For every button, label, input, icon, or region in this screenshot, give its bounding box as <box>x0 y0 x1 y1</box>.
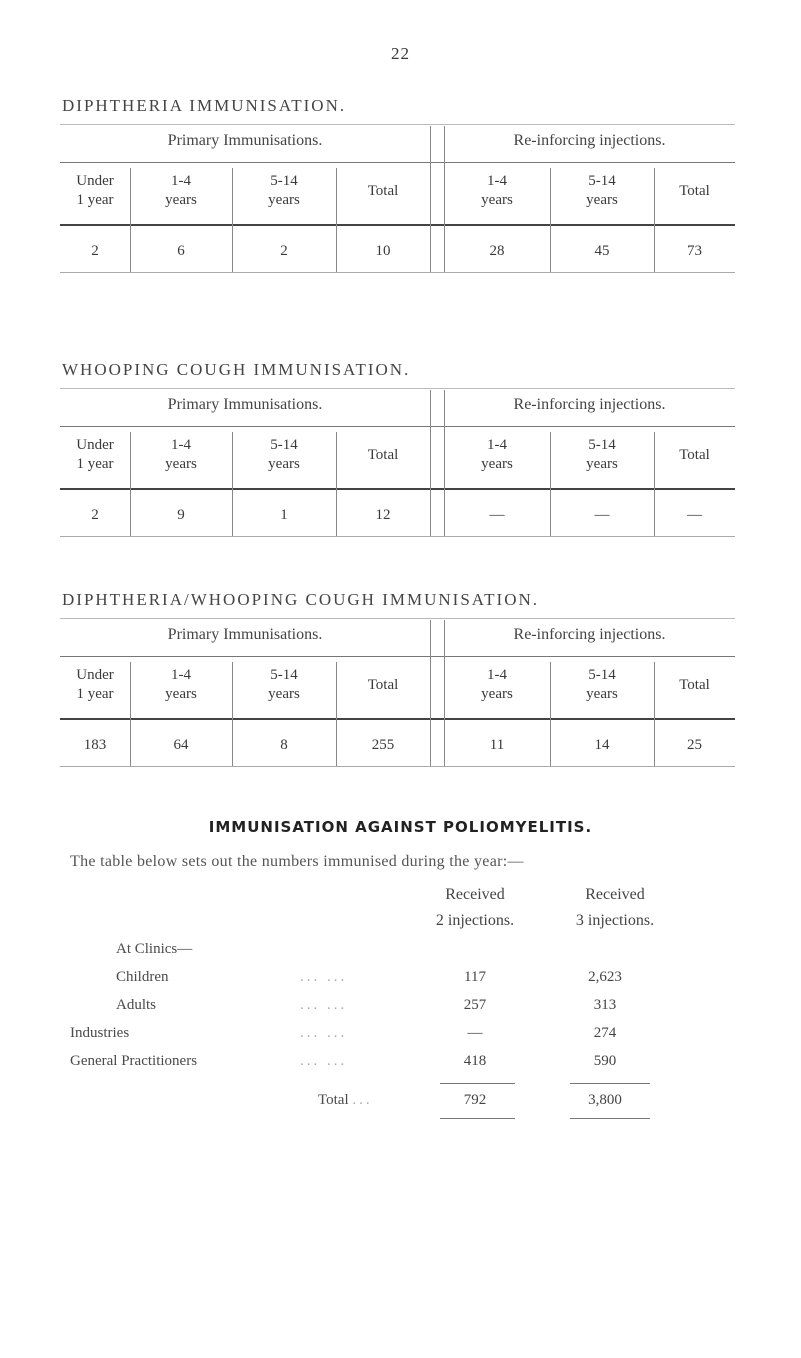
group-rule <box>60 426 735 427</box>
primary-col-header: Under 1 year <box>76 437 114 472</box>
polio-3inj-value: 2,623 <box>588 969 622 985</box>
primary-value: 8 <box>280 737 288 753</box>
primary-value: 2 <box>91 507 99 523</box>
primary-value: 10 <box>375 243 391 259</box>
primary-header: Primary Immunisations. <box>167 132 323 149</box>
primary-col-header: 5-14 years <box>268 437 300 472</box>
polio-row-label: Industries <box>70 1025 130 1041</box>
polio-total-label: Total ... <box>318 1092 373 1108</box>
reinforcing-value: 73 <box>687 243 702 259</box>
column-divider <box>444 390 445 536</box>
polio-3inj-value: 313 <box>593 997 617 1013</box>
primary-header: Primary Immunisations. <box>167 626 323 643</box>
leader-dots: ... ... <box>300 1025 348 1041</box>
page-number: 22 <box>391 44 410 63</box>
column-divider <box>550 432 551 536</box>
column-divider <box>444 126 445 272</box>
column-divider <box>444 620 445 766</box>
polio-3inj-value: 590 <box>593 1053 617 1069</box>
polio-total-2inj: 792 <box>463 1092 487 1108</box>
primary-col-header: Under 1 year <box>76 173 114 208</box>
primary-value: 9 <box>177 507 185 523</box>
primary-col-header: Under 1 year <box>76 667 114 702</box>
column-divider <box>232 168 233 272</box>
polio-2inj-value: 117 <box>464 969 486 985</box>
polio-heading: IMMUNISATION AGAINST POLIOMYELITIS. <box>208 818 593 836</box>
polio-row-label: Children <box>116 969 169 985</box>
polio-2inj-value: — <box>467 1025 483 1041</box>
primary-col-header: Total <box>367 447 399 463</box>
primary-value: 1 <box>280 507 288 523</box>
reinforcing-col-header: 5-14 years <box>586 173 618 208</box>
polio-total-underline-2inj <box>440 1118 515 1119</box>
reinforcing-col-header: Total <box>679 447 710 463</box>
bottom-rule <box>60 272 735 273</box>
primary-value: 6 <box>177 243 185 259</box>
polio-col-2inj-line2: 2 injections. <box>435 912 515 929</box>
reinforcing-col-header: Total <box>679 677 710 693</box>
primary-col-header: 5-14 years <box>268 173 300 208</box>
polio-3inj-value: 274 <box>593 1025 617 1041</box>
reinforcing-col-header: 5-14 years <box>586 667 618 702</box>
polio-total-underline-3inj <box>570 1118 650 1119</box>
reinforcing-header: Re-inforcing injections. <box>513 132 666 149</box>
reinforcing-col-header: Total <box>679 183 710 199</box>
primary-col-header: Total <box>367 183 399 199</box>
column-divider <box>430 390 431 536</box>
primary-col-header: Total <box>367 677 399 693</box>
column-divider <box>550 662 551 766</box>
table-title: DIPHTHERIA/WHOOPING COUGH IMMUNISATION. <box>62 590 540 609</box>
reinforcing-col-header: 1-4 years <box>481 667 513 702</box>
bottom-rule <box>60 766 735 767</box>
reinforcing-value: — <box>594 507 610 523</box>
reinforcing-value: — <box>489 507 505 523</box>
column-divider <box>130 662 131 766</box>
reinforcing-value: 28 <box>489 243 505 259</box>
column-divider <box>430 620 431 766</box>
primary-value: 183 <box>83 737 107 753</box>
polio-intro: The table below sets out the numbers immunised during the year:— <box>70 853 524 870</box>
column-divider <box>336 432 337 536</box>
primary-value: 255 <box>371 737 395 753</box>
primary-value: 64 <box>173 737 189 753</box>
table-title: DIPHTHERIA IMMUNISATION. <box>62 96 347 115</box>
primary-value: 12 <box>375 507 391 523</box>
reinforcing-col-header: 1-4 years <box>481 173 513 208</box>
bottom-rule <box>60 536 735 537</box>
primary-value: 2 <box>91 243 99 259</box>
reinforcing-header: Re-inforcing injections. <box>513 626 666 643</box>
leader-dots: ... ... <box>300 969 348 985</box>
group-rule <box>60 656 735 657</box>
reinforcing-value: 11 <box>489 737 505 753</box>
polio-total-rule-3inj <box>570 1083 650 1084</box>
column-divider <box>550 168 551 272</box>
column-divider <box>130 432 131 536</box>
reinforcing-value: 14 <box>594 737 610 753</box>
primary-col-header: 1-4 years <box>165 437 197 472</box>
primary-col-header: 5-14 years <box>268 667 300 702</box>
primary-value: 2 <box>280 243 288 259</box>
polio-total-rule-2inj <box>440 1083 515 1084</box>
leader-dots: ... ... <box>300 997 348 1013</box>
column-divider <box>654 662 655 766</box>
top-rule <box>60 124 735 125</box>
polio-section-label: At Clinics— <box>116 941 193 957</box>
top-rule <box>60 618 735 619</box>
table-title: WHOOPING COUGH IMMUNISATION. <box>62 360 411 379</box>
reinforcing-value: 25 <box>687 737 702 753</box>
primary-col-header: 1-4 years <box>165 173 197 208</box>
reinforcing-col-header: 1-4 years <box>481 437 513 472</box>
polio-row-label: Adults <box>116 997 157 1013</box>
column-divider <box>430 126 431 272</box>
polio-2inj-value: 257 <box>463 997 487 1013</box>
reinforcing-col-header: 5-14 years <box>586 437 618 472</box>
group-rule <box>60 162 735 163</box>
polio-col-3inj-line1: Received <box>585 886 645 903</box>
polio-total-3inj: 3,800 <box>588 1092 622 1108</box>
polio-col-2inj-line1: Received <box>445 886 505 903</box>
header-rule <box>60 224 735 226</box>
reinforcing-value: 45 <box>594 243 610 259</box>
leader-dots: ... ... <box>300 1053 348 1069</box>
primary-header: Primary Immunisations. <box>167 396 323 413</box>
polio-col-3inj-line2: 3 injections. <box>575 912 655 929</box>
column-divider <box>336 168 337 272</box>
top-rule <box>60 388 735 389</box>
column-divider <box>654 168 655 272</box>
reinforcing-value: — <box>687 507 702 523</box>
reinforcing-header: Re-inforcing injections. <box>513 396 666 413</box>
primary-col-header: 1-4 years <box>165 667 197 702</box>
column-divider <box>336 662 337 766</box>
header-rule <box>60 488 735 490</box>
polio-row-label: General Practitioners <box>70 1053 198 1069</box>
polio-2inj-value: 418 <box>463 1053 487 1069</box>
header-rule <box>60 718 735 720</box>
column-divider <box>232 662 233 766</box>
column-divider <box>654 432 655 536</box>
column-divider <box>130 168 131 272</box>
column-divider <box>232 432 233 536</box>
